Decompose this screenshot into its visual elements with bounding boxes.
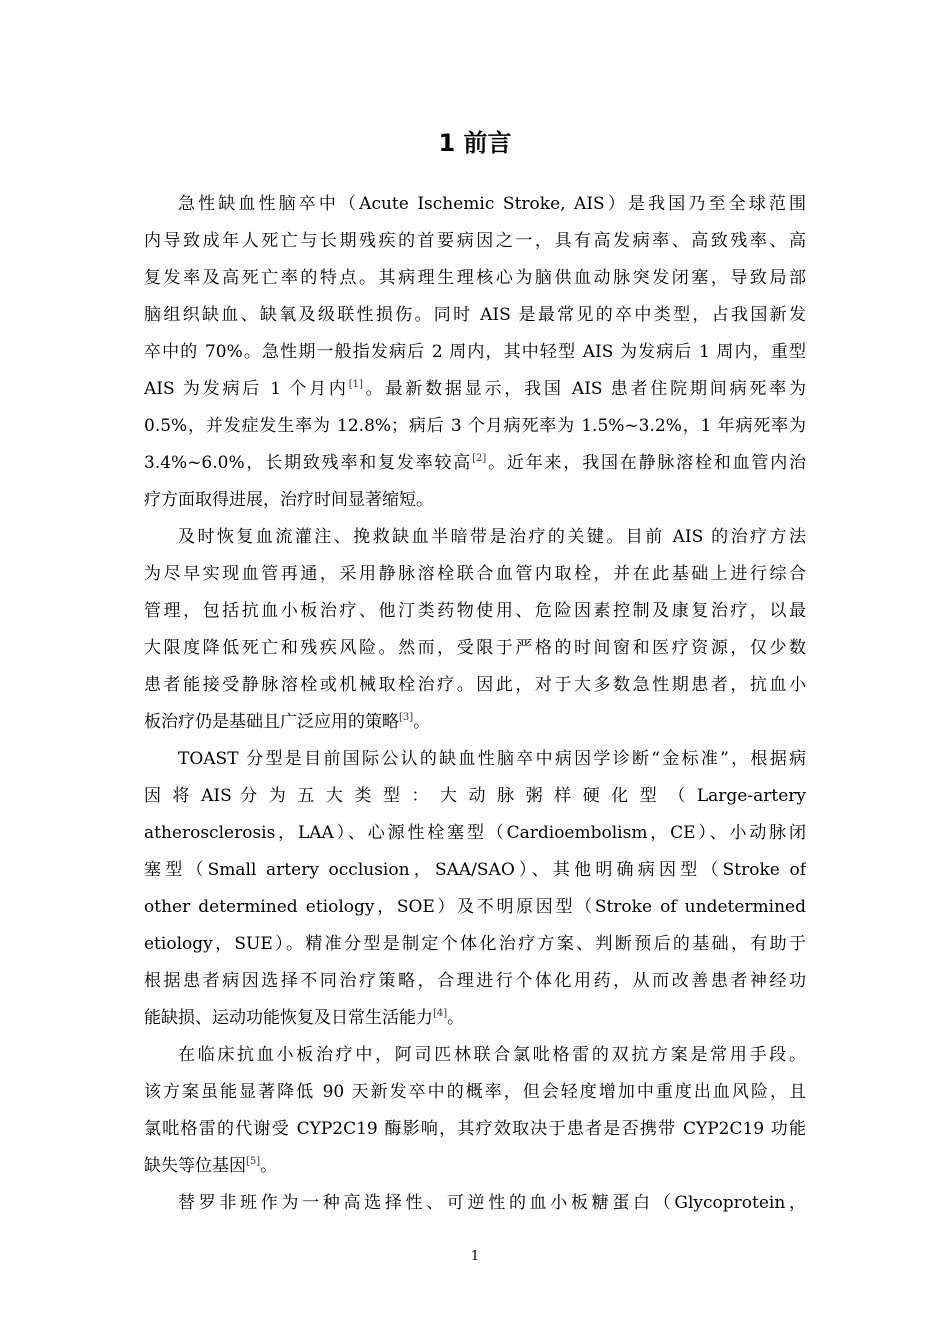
line-text: 为尽早实现血管再通，采用静脉溶栓联合血管内取栓，并在此基础上进行综合	[144, 564, 806, 584]
line-text: 卒中的 70%。急性期一般指发病后 2 周内，其中轻型 AIS 为发病后 1 周内，重型	[144, 342, 806, 362]
text-line	[144, 1074, 806, 1111]
text-line	[144, 963, 806, 1000]
citation-ref: [2]	[472, 453, 487, 464]
text-line	[144, 334, 806, 371]
text-line	[144, 371, 806, 408]
text-line	[144, 1037, 806, 1074]
line-text: AIS 为发病后 1 个月内	[144, 379, 349, 399]
text-line	[144, 445, 806, 482]
text-line	[144, 778, 806, 815]
citation-ref: [4]	[433, 1008, 448, 1019]
line-text-continued: 。	[260, 1156, 278, 1176]
text-line	[144, 1000, 806, 1037]
line-text: 疗方面取得进展，治疗时间显著缩短。	[144, 490, 433, 510]
text-line	[144, 408, 806, 445]
citation-ref: [1]	[348, 379, 363, 390]
line-text-continued: 。最新数据显示，我国 AIS 患者住院期间病死率为	[362, 379, 806, 399]
line-text-continued: 。近年来，我国在静脉溶栓和血管内治	[486, 453, 806, 473]
text-line	[144, 556, 806, 593]
line-text: 患者能接受静脉溶栓或机械取栓治疗。因此，对于大多数急性期患者，抗血小	[144, 675, 806, 695]
line-text-continued: 。	[413, 712, 431, 732]
text-line	[144, 260, 806, 297]
line-text: 3.4%~6.0%，长期致残率和复发率较高	[144, 453, 473, 473]
line-text: 大限度降低死亡和残疾风险。然而，受限于严格的时间窗和医疗资源，仅少数	[144, 638, 806, 658]
text-line	[144, 704, 806, 741]
text-line	[144, 297, 806, 334]
line-text: 板治疗仍是基础且广泛应用的策略	[144, 712, 399, 732]
line-text: 内导致成年人死亡与长期残疾的首要病因之一，具有高发病率、高致残率、高	[144, 231, 806, 251]
section-heading: 1 前言	[438, 129, 512, 157]
text-line	[144, 815, 806, 852]
text-line	[144, 667, 806, 704]
line-text: TOAST 分型是目前国际公认的缺血性脑卒中病因学诊断“金标准”，根据病	[178, 749, 806, 769]
line-text: etiology，SUE）。精准分型是制定个体化治疗方案、判断预后的基础，有助于	[144, 934, 806, 954]
line-text: 急性缺血性脑卒中（Acute Ischemic Stroke, AIS）是我国乃至全球范围	[178, 194, 806, 214]
citation-ref: [5]	[246, 1156, 261, 1167]
text-line	[144, 1111, 806, 1148]
line-text: 及时恢复血流灌注、挽救缺血半暗带是治疗的关键。目前 AIS 的治疗方法	[178, 527, 806, 547]
text-line	[144, 926, 806, 963]
page-number: 1	[470, 1249, 480, 1264]
line-text: 塞型（Small artery occlusion，SAA/SAO）、其他明确病因型（Stroke of	[144, 860, 806, 880]
text-line	[144, 186, 806, 223]
line-text-continued: 。	[447, 1008, 465, 1028]
text-line	[144, 1185, 806, 1222]
line-text: 脑组织缺血、缺氧及级联性损伤。同时 AIS 是最常见的卒中类型，占我国新发	[144, 305, 806, 325]
line-text: 在临床抗血小板治疗中，阿司匹林联合氯吡格雷的双抗方案是常用手段。	[178, 1045, 806, 1065]
line-text: 因 将 AIS 分 为 五 大 类 型 ： 大 动 脉 粥 样 硬 化 型 （ Large-artery	[144, 786, 806, 806]
line-text: 替罗非班作为一种高选择性、可逆性的血小板糖蛋白（Glycoprotein，	[178, 1193, 806, 1213]
text-line	[144, 482, 806, 519]
line-text: other determined etiology，SOE）及不明原因型（Stroke of undetermined	[144, 897, 806, 917]
line-text: 该方案虽能显著降低 90 天新发卒中的概率，但会轻度增加中重度出血风险，且	[144, 1082, 806, 1102]
line-text: 根据患者病因选择不同治疗策略，合理进行个体化用药，从而改善患者神经功	[144, 971, 806, 991]
line-text: atherosclerosis，LAA）、心源性栓塞型（Cardioembolism，CE）、小动脉闭	[144, 823, 806, 843]
text-line	[144, 889, 806, 926]
body-text	[144, 186, 806, 1222]
line-text: 氯吡格雷的代谢受 CYP2C19 酶影响，其疗效取决于患者是否携带 CYP2C19 功能	[144, 1119, 806, 1139]
citation-ref: [3]	[399, 712, 414, 723]
text-line	[144, 741, 806, 778]
line-text: 0.5%，并发症发生率为 12.8%；病后 3 个月病死率为 1.5%~3.2%，1 年病死率为	[144, 416, 806, 436]
text-line	[144, 630, 806, 667]
text-line	[144, 223, 806, 260]
line-text: 缺失等位基因	[144, 1156, 246, 1176]
text-line	[144, 852, 806, 889]
line-text: 管理，包括抗血小板治疗、他汀类药物使用、危险因素控制及康复治疗，以最	[144, 601, 806, 621]
text-line	[144, 519, 806, 556]
text-line	[144, 593, 806, 630]
line-text: 复发率及高死亡率的特点。其病理生理核心为脑供血动脉突发闭塞，导致局部	[144, 268, 806, 288]
line-text: 能缺损、运动功能恢复及日常生活能力	[144, 1008, 433, 1028]
text-line	[144, 1148, 806, 1185]
